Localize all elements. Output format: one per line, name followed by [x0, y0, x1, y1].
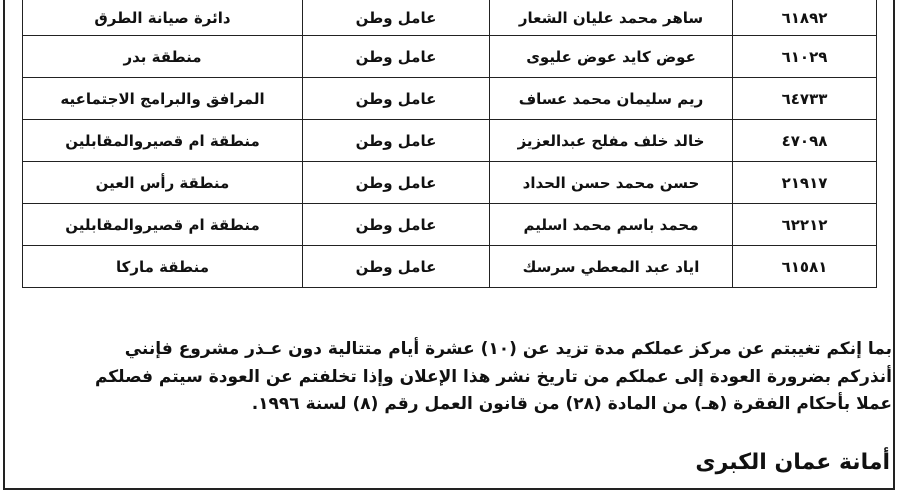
employee-name: ريم سليمان محمد عساف	[490, 78, 733, 120]
notice-line: أنذركم بضرورة العودة إلى عملكم من تاريخ نشر هذا الإعلان وإذا تخلفتم عن العودة سيتم فصلكم	[94, 366, 892, 387]
employee-name: محمد باسم محمد اسليم	[490, 204, 733, 246]
job-title: عامل وطن	[303, 246, 490, 288]
job-title: عامل وطن	[303, 0, 490, 36]
employee-name: حسن محمد حسن الحداد	[490, 162, 733, 204]
job-title: عامل وطن	[303, 36, 490, 78]
table-row	[23, 78, 877, 120]
job-title: عامل وطن	[303, 120, 490, 162]
work-location: دائرة صيانة الطرق	[23, 0, 303, 36]
notice-line: بما إنكم تغيبتم عن مركز عملكم مدة تزيد عن (١٠) عشرة أيام متتالية دون عـذر مشروع فإنني	[124, 339, 892, 359]
work-location: منطقة ام قصيروالمقابلين	[23, 204, 303, 246]
employee-number: ٤٧٠٩٨	[733, 120, 877, 162]
employee-number: ٦١٥٨١	[733, 246, 877, 288]
work-location: المرافق والبرامج الاجتماعيه	[23, 78, 303, 120]
work-location: منطقة ماركا	[23, 246, 303, 288]
employee-name: خالد خلف مفلح عبدالعزيز	[490, 120, 733, 162]
notice-paragraph	[10, 336, 892, 419]
employee-name: عوض كايد عوض عليوى	[490, 36, 733, 78]
notice-line: عملا بأحكام الفقرة (هـ) من المادة (٢٨) من قانون العمل رقم (٨) لسنة ١٩٩٦.	[251, 394, 892, 414]
employee-name: اياد عبد المعطي سرسك	[490, 246, 733, 288]
work-location: منطقة رأس العين	[23, 162, 303, 204]
employee-number: ٦١٠٢٩	[733, 36, 877, 78]
table-row	[23, 120, 877, 162]
employee-table	[22, 0, 877, 288]
job-title: عامل وطن	[303, 162, 490, 204]
table-row	[23, 204, 877, 246]
table-row	[23, 36, 877, 78]
employee-name: ساهر محمد عليان الشعار	[490, 0, 733, 36]
employee-number: ٢١٩١٧	[733, 162, 877, 204]
work-location: منطقة بدر	[23, 36, 303, 78]
table-row	[23, 0, 877, 36]
job-title: عامل وطن	[303, 78, 490, 120]
employee-number: ٦٤٧٣٣	[733, 78, 877, 120]
job-title: عامل وطن	[303, 204, 490, 246]
issuer-signature: أمانة عمان الكبرى	[695, 450, 890, 475]
employee-number: ٦١٨٩٢	[733, 0, 877, 36]
work-location: منطقة ام قصيروالمقابلين	[23, 120, 303, 162]
employee-number: ٦٢٢١٢	[733, 204, 877, 246]
table-row	[23, 162, 877, 204]
table-row	[23, 246, 877, 288]
